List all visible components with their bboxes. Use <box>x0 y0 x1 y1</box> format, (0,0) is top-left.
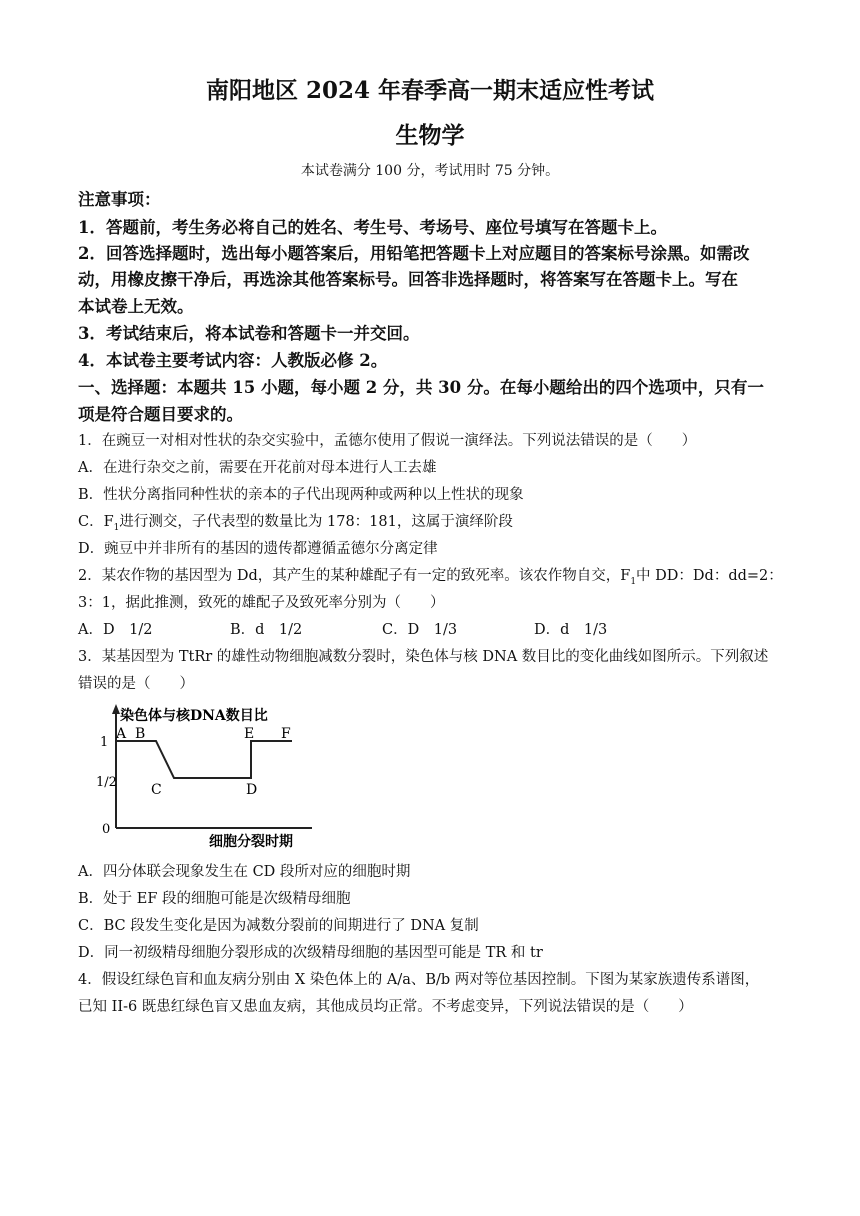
exam-title: 南阳地区 2024 年春季高一期末适应性考试 <box>205 77 655 104</box>
q1-option-c <box>78 510 513 533</box>
q3-option-b: B．处于 EF 段的细胞可能是次级精母细胞 <box>78 891 351 907</box>
q2-option-a: A．D 1/2 <box>78 622 153 638</box>
q3-stem-1: 3．某基因型为 TtRr 的雄性动物细胞减数分裂时，染色体与核 DNA 数目比的变化曲线如图所示。下列叙述 <box>78 649 769 665</box>
q3-option-c: C．BC 段发生变化是因为减数分裂前的间期进行了 DNA 复制 <box>78 918 479 934</box>
q1-option-b: B．性状分离指同种性状的亲本的子代出现两种或两种以上性状的现象 <box>78 487 524 503</box>
q2-stem-1 <box>78 564 783 587</box>
note-1: 1．答题前，考生务必将自己的姓名、考生号、考场号、座位号填写在答题卡上。 <box>78 218 667 237</box>
point-a: A <box>116 726 127 742</box>
y-tick-0: 0 <box>102 822 111 837</box>
graph-xlabel: 细胞分裂时期 <box>209 834 293 850</box>
q2-stem-post: 中 DD：Dd：dd=2： <box>636 568 783 584</box>
q3-option-d: D．同一初级精母细胞分裂形成的次级精母细胞的基因型可能是 TR 和 tr <box>78 945 543 961</box>
q4-stem-1: 4．假设红绿色盲和血友病分别由 X 染色体上的 A/a、B/b 两对等位基因控制。下图为某家族遗传系谱图， <box>78 972 760 988</box>
q1-option-d: D．豌豆中并非所有的基因的遗传都遵循孟德尔分离定律 <box>78 541 438 557</box>
q1-option-c-post: 进行测交，子代表型的数量比为 178：181，这属于演绎阶段 <box>119 514 513 530</box>
q3-option-a: A．四分体联会现象发生在 CD 段所对应的细胞时期 <box>78 864 411 880</box>
y-axis-arrow <box>112 704 120 714</box>
point-d: D <box>246 782 258 798</box>
q1-option-a: A．在进行杂交之前，需要在开花前对母本进行人工去雄 <box>78 460 437 476</box>
note-2-end: 本试卷上无效。 <box>78 297 194 316</box>
exam-info: 本试卷满分 100 分，考试用时 75 分钟。 <box>300 163 560 179</box>
notes-heading: 注意事项： <box>78 190 161 209</box>
q3-stem-2: 错误的是（ ） <box>78 676 194 692</box>
point-f: F <box>281 726 291 742</box>
point-b: B <box>135 726 146 742</box>
y-tick-half: 1/2 <box>96 775 117 790</box>
q2-option-b: B．d 1/2 <box>230 622 303 638</box>
q2-options <box>78 618 607 639</box>
q1-stem: 1．在豌豆一对相对性状的杂交实验中，孟德尔使用了假说一演绎法。下列说法错误的是（ ） <box>78 433 697 449</box>
point-e: E <box>244 726 255 742</box>
y-tick-1: 1 <box>100 735 109 750</box>
ratio-curve-graph <box>96 700 336 852</box>
q2-stem-pre: 2．某农作物的基因型为 Dd，其产生的某种雄配子有一定的致死率。该农作物自交，F <box>78 568 631 584</box>
q2-stem-sub: 1 <box>630 576 637 587</box>
note-2-cont: 动，用橡皮擦干净后，再选涂其他答案标号。回答非选择题时，将答案写在答题卡上。写在 <box>78 270 738 289</box>
point-c: C <box>151 782 162 798</box>
note-4: 4．本试卷主要考试内容：人教版必修 2。 <box>78 351 388 370</box>
note-2: 2．回答选择题时，选出每小题答案后，用铅笔把答题卡上对应题目的答案标号涂黑。如需改 <box>78 244 750 263</box>
q2-stem-2: 3：1，据此推测，致死的雄配子及致死率分别为（ ） <box>78 595 445 611</box>
ratio-curve <box>116 741 292 778</box>
note-3: 3．考试结束后，将本试卷和答题卡一并交回。 <box>78 324 420 343</box>
q1-option-c-sub: 1 <box>113 522 120 533</box>
graph-ylabel: 染色体与核DNA数目比 <box>120 708 268 724</box>
q2-option-d: D．d 1/3 <box>534 622 608 638</box>
q1-option-c-pre: C．F <box>78 514 114 530</box>
subject-title: 生物学 <box>395 122 465 149</box>
q4-stem-2: 已知 II-6 既患红绿色盲又患血友病，其他成员均正常。不考虑变异，下列说法错误的是（ ） <box>78 999 693 1015</box>
section-heading: 一、选择题：本题共 15 小题，每小题 2 分，共 30 分。在每小题给出的四个选项中，只有一 <box>78 378 764 397</box>
section-heading-cont: 项是符合题目要求的。 <box>78 405 243 424</box>
q2-option-c: C．D 1/3 <box>382 622 458 638</box>
